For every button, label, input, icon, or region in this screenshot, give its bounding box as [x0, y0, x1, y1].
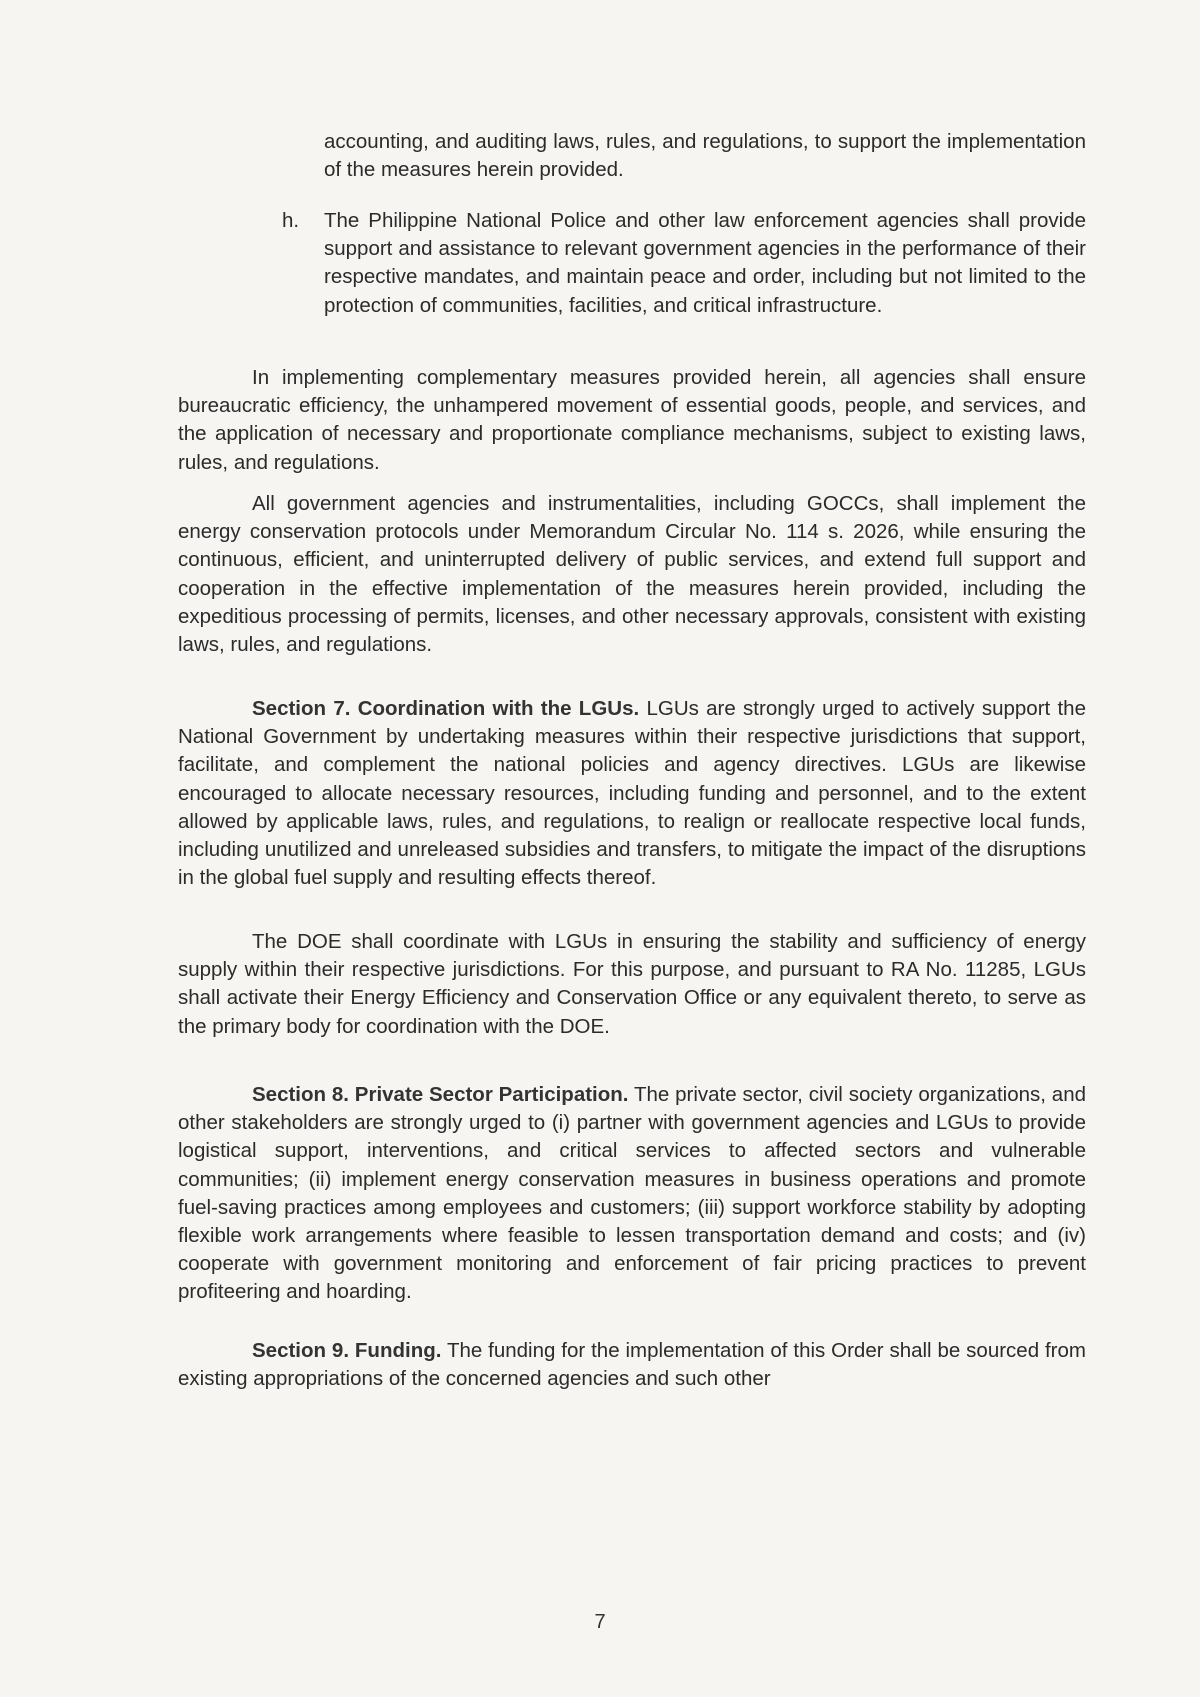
section-7-heading: Section 7. Coordination with the LGUs. — [252, 697, 640, 720]
list-item-marker: h. — [282, 209, 300, 232]
section-9-text: The funding for the implementation of this Order shall be sourced from existing appropriations of the concerned agencies and such other — [178, 1339, 1086, 1391]
paragraph-implementing-measures: In implementing complementary measures provided herein, all agencies shall ensure bureaucratic efficiency, the unhampered movement of essential goods, people, and services, and the application of necessary and proportionate compliance mechanisms, subject to existing laws, rules, and regulations. — [178, 366, 1086, 474]
section-9-paragraph — [178, 1337, 1086, 1393]
list-item-text: The Philippine National Police and other law enforcement agencies shall provide support and assistance to relevant government agencies in the performance of their respective mandates, and maintain peace and order, including but not limited to the protection of communities, facilities, and critical infrastructure. — [324, 209, 1086, 317]
page-number: 7 — [594, 1611, 606, 1633]
paragraph-doe-coordination: The DOE shall coordinate with LGUs in ensuring the stability and sufficiency of energy supply within their respective jurisdictions. For this purpose, and pursuant to RA No. 11285, LGUs shall activate their Energy Efficiency and Conservation Office or any equivalent thereto, to serve as the primary body for coordination with the DOE. — [178, 930, 1086, 1038]
continuation-paragraph: accounting, and auditing laws, rules, and regulations, to support the implementation of the measures herein provided. — [324, 130, 1086, 182]
section-8-heading: Section 8. Private Sector Participation. — [252, 1083, 629, 1106]
section-8-text: The private sector, civil society organizations, and other stakeholders are strongly urged to (i) partner with government agencies and LGUs to provide logistical support, interventions, and critical services to affected sectors and vulnerable communities; (ii) implement energy conservation measures in business operations and promote fuel-saving practices among employees and customers; (iii) support workforce stability by adopting flexible work arrangements where feasible to lessen transportation demand and costs; and (iv) cooperate with government monitoring and enforcement of fair pricing practices to prevent profiteering and hoarding. — [178, 1083, 1086, 1304]
list-item-h — [282, 207, 1086, 320]
section-7-text: LGUs are strongly urged to actively support the National Government by undertaking measures within their respective jurisdictions that support, facilitate, and complement the national policies and agency directives. LGUs are likewise encouraged to allocate necessary resources, including funding and personnel, and to the extent allowed by applicable laws, rules, and regulations, to realign or reallocate respective local funds, including unutilized and unreleased subsidies and transfers, to mitigate the impact of the disruptions in the global fuel supply and resulting effects thereof. — [178, 697, 1086, 890]
paragraph-government-agencies: All government agencies and instrumentalities, including GOCCs, shall implement the energy conservation protocols under Memorandum Circular No. 114 s. 2026, while ensuring the continuous, efficient, and uninterrupted delivery of public services, and extend full support and cooperation in the effective implementation of the measures herein provided, including the expeditious processing of permits, licenses, and other necessary approvals, consistent with existing laws, rules, and regulations. — [178, 492, 1086, 657]
section-9-heading: Section 9. Funding. — [252, 1339, 442, 1362]
section-7-paragraph — [178, 695, 1086, 892]
section-8-paragraph — [178, 1081, 1086, 1307]
